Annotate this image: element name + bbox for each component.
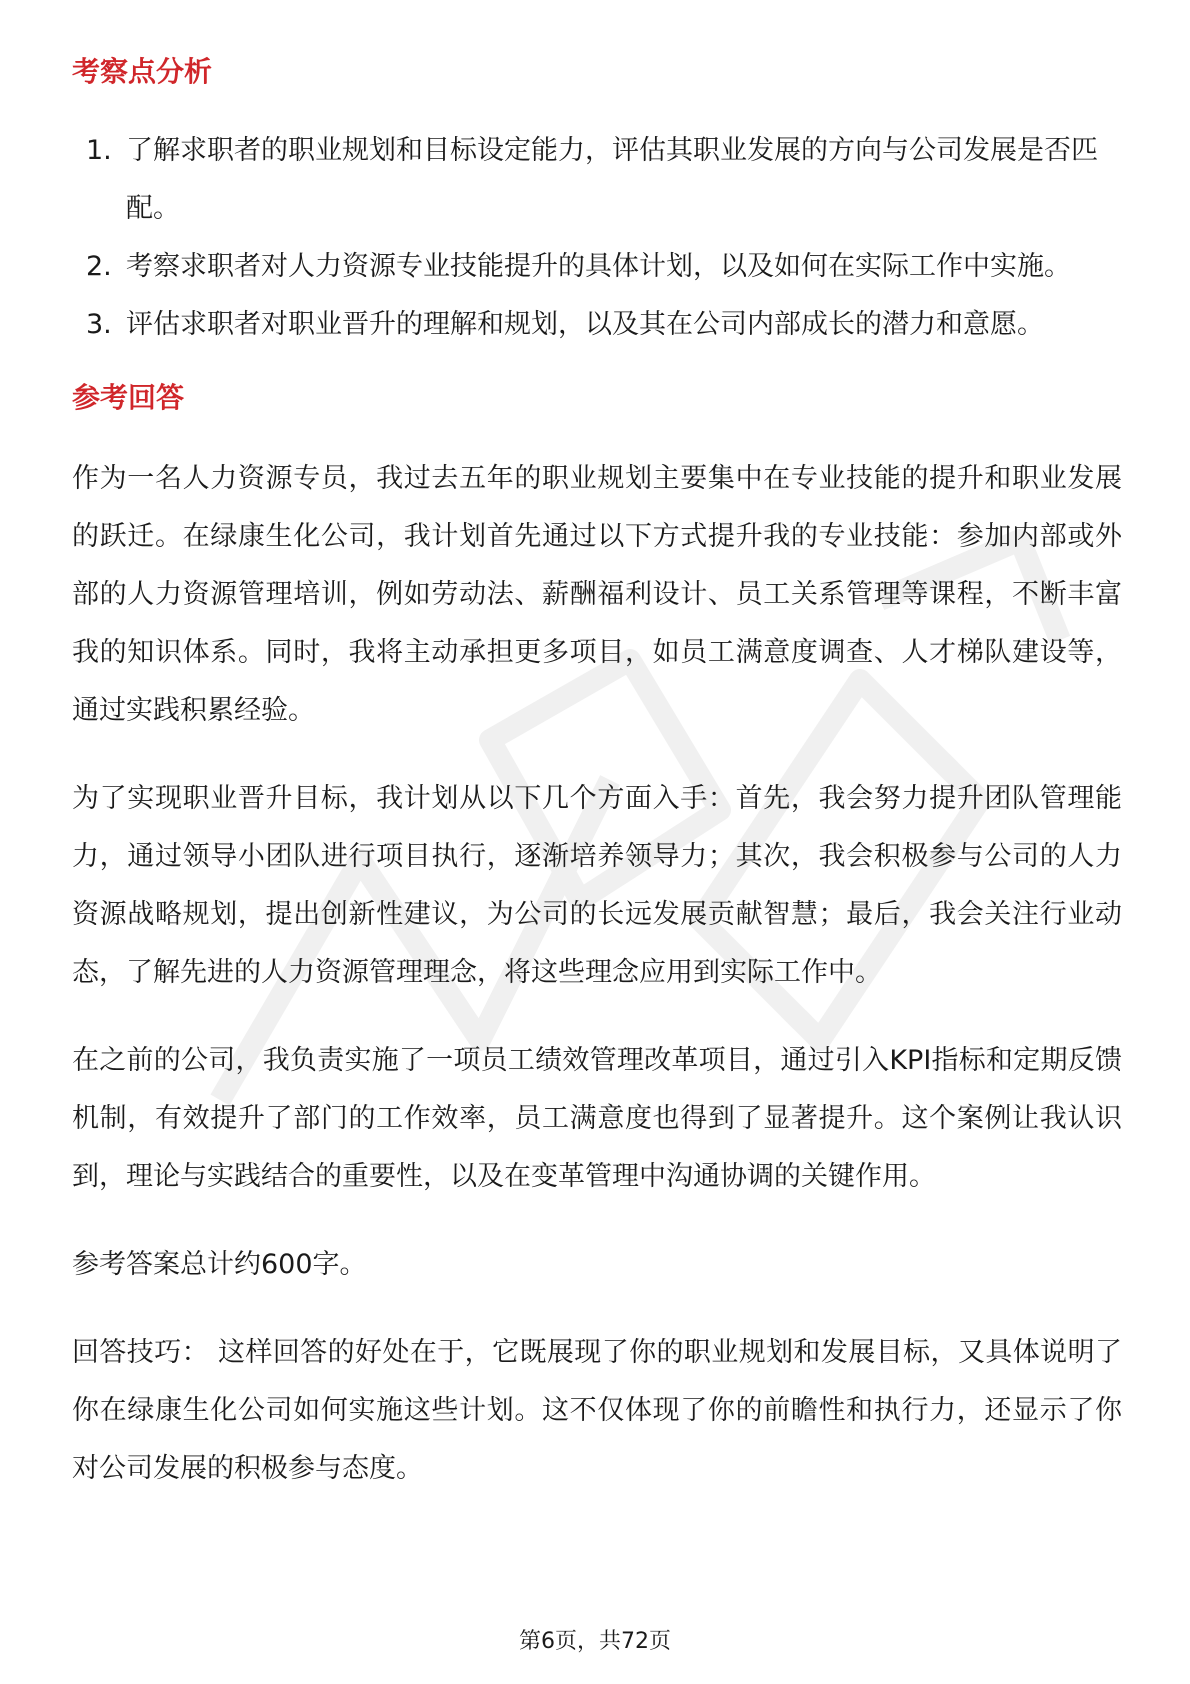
point-text: 了解求职者的职业规划和目标设定能力，评估其职业发展的方向与公司发展是否匹配。: [126, 135, 1098, 224]
point-number: 2.: [86, 251, 112, 282]
answer-tips: 回答技巧： 这样回答的好处在于，它既展现了你的职业规划和发展目标，又具体说明了你在绿康生化公司如何实施这些计划。这不仅体现了你的前瞻性和执行力，还显示了你对公司发展的积极参与态度。: [72, 1337, 1122, 1484]
answer-word-count: 参考答案总计约600字。: [72, 1249, 367, 1280]
answer-paragraph: 为了实现职业晋升目标，我计划从以下几个方面入手：首先，我会努力提升团队管理能力，通过领导小团队进行项目执行，逐渐培养领导力；其次，我会积极参与公司的人力资源战略规划，提出创新性建议，为公司的长远发展贡献智慧；最后，我会关注行业动态，了解先进的人力资源管理理念，将这些理念应用到实际工作中。: [72, 783, 1122, 988]
point-number: 1.: [86, 135, 112, 166]
analysis-point: [72, 122, 1122, 238]
analysis-list: [72, 122, 1122, 354]
answer-paragraph: 在之前的公司，我负责实施了一项员工绩效管理改革项目，通过引入KPI指标和定期反馈机制，有效提升了部门的工作效率，员工满意度也得到了显著提升。这个案例让我认识到，理论与实践结合的重要性，以及在变革管理中沟通协调的关键作用。: [72, 1045, 1122, 1192]
document-page: [72, 40, 1122, 1498]
point-text: 评估求职者对职业晋升的理解和规划，以及其在公司内部成长的潜力和意愿。: [126, 309, 1044, 340]
answer-heading: 参考回答: [72, 381, 185, 414]
point-number: 3.: [86, 309, 112, 340]
page-footer: 第6页，共72页: [519, 1629, 671, 1654]
point-text: 考察求职者对人力资源专业技能提升的具体计划，以及如何在实际工作中实施。: [126, 251, 1071, 282]
analysis-heading: 考察点分析: [72, 55, 213, 88]
analysis-point: [72, 238, 1122, 296]
answer-paragraph: 作为一名人力资源专员，我过去五年的职业规划主要集中在专业技能的提升和职业发展的跃迁。在绿康生化公司，我计划首先通过以下方式提升我的专业技能：参加内部或外部的人力资源管理培训，例如劳动法、薪酬福利设计、员工关系管理等课程，不断丰富我的知识体系。同时，我将主动承担更多项目，如员工满意度调查、人才梯队建设等，通过实践积累经验。: [72, 463, 1122, 726]
analysis-point: [72, 296, 1122, 354]
